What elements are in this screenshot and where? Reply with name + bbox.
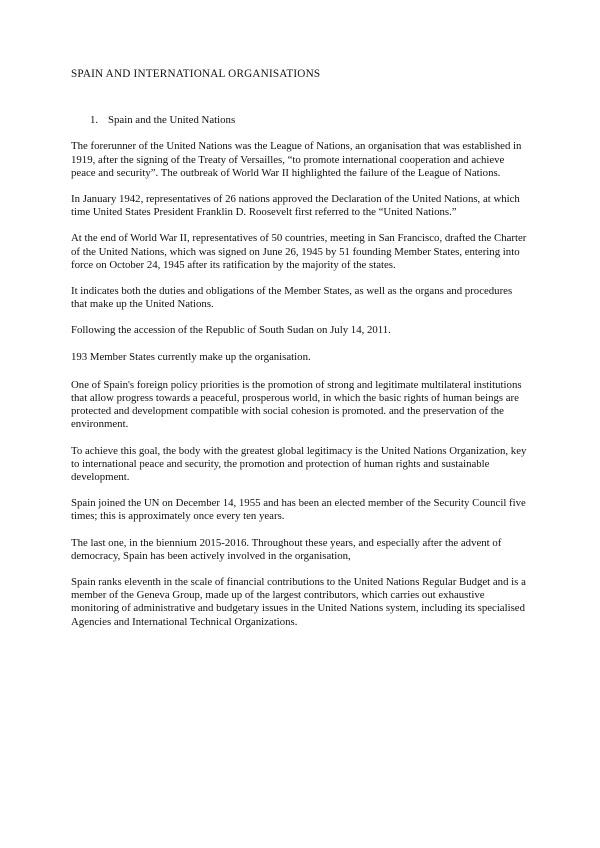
paragraph-financial-contributions: Spain ranks eleventh in the scale of financial contributions to the United Nations Regular Budget and is a member of the Geneva Group, made up of the largest contributors, which carries out exhaustive monitoring of administrative and budgetary issues in the United Nations system, including its specialised Agencies and International Technical Organizations. xyxy=(71,576,526,628)
paragraph-duties-obligations: It indicates both the duties and obligations of the Member States, as well as the organs and procedures that make up the United Nations. xyxy=(71,285,513,311)
paragraph-league-of-nations: The forerunner of the United Nations was the League of Nations, an organisation that was established in 1919, after the signing of the Treaty of Versailles, “to promote international cooperation and achieve peace and security”. The outbreak of World War II highlighted the failure of the League of Nations. xyxy=(71,140,522,179)
paragraph-declaration-1942: In January 1942, representatives of 26 nations approved the Declaration of the United Nations, at which time United States President Franklin D. Roosevelt first referred to the “United Nations.” xyxy=(71,193,520,219)
paragraph-south-sudan: Following the accession of the Republic of South Sudan on July 14, 2011. xyxy=(71,324,391,337)
section-heading xyxy=(71,114,530,127)
list-number: 1. xyxy=(90,114,99,127)
paragraph-charter-1945: At the end of World War II, representatives of 50 countries, meeting in San Francisco, drafted the Charter of the United Nations, which was signed on June 26, 1945 by 51 founding Member States, entering into force on October 24, 1945 after its ratification by the majority of the states. xyxy=(71,232,527,271)
paragraph-spain-joined-un: Spain joined the UN on December 14, 1955 and has been an elected member of the Security Council five times; this is approximately once every ten years. xyxy=(71,497,526,523)
document-title: SPAIN AND INTERNATIONAL ORGANISATIONS xyxy=(71,68,321,80)
paragraph-spain-foreign-policy: One of Spain's foreign policy priorities is the promotion of strong and legitimate multilateral institutions that allow progress towards a peaceful, prosperous world, in which the basic rights of human beings are protected and development compatible with social cohesion is promoted. and the preservation of the environment. xyxy=(71,378,522,431)
paragraph-un-legitimacy: To achieve this goal, the body with the greatest global legitimacy is the United Nations Organization, key to international peace and security, the promotion and protection of human rights and sustainable development. xyxy=(71,444,527,484)
paragraph-member-states-count: 193 Member States currently make up the organisation. xyxy=(71,350,311,363)
section-heading-text: Spain and the United Nations xyxy=(108,114,236,127)
paragraph-biennium: The last one, in the biennium 2015-2016. Throughout these years, and especially after the advent of democracy, Spain has been actively involved in the organisation, xyxy=(71,536,502,562)
